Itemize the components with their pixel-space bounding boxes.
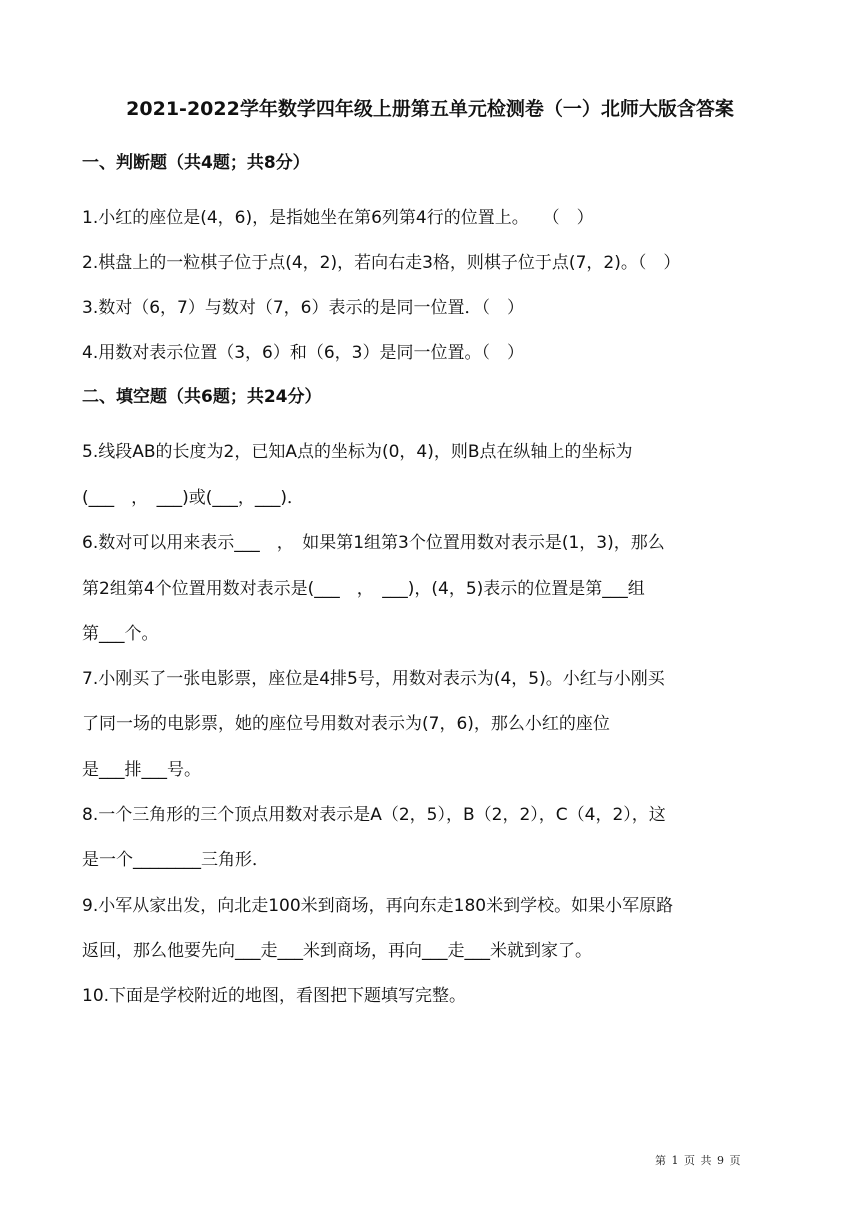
question-7-line-3: 是___排___号。 — [82, 760, 201, 780]
question-10: 10.下面是学校附近的地图，看图把下题填写完整。 — [82, 986, 467, 1006]
question-1: 1.小红的座位是(4，6)，是指她坐在第6列第4行的位置上。 （ ） — [82, 208, 594, 228]
section-heading-fill: 二、填空题（共6题；共24分） — [82, 387, 322, 407]
question-7-line-2: 了同一场的电影票，她的座位号用数对表示为(7，6)，那么小红的座位 — [82, 714, 610, 734]
question-6-line-3: 第___个。 — [82, 624, 159, 644]
page-footer: 第 1 页 共 9 页 — [655, 1154, 742, 1167]
question-7-line-1: 7.小刚买了一张电影票，座位是4排5号，用数对表示为(4，5)。小红与小刚买 — [82, 669, 665, 689]
question-6-line-2: 第2组第4个位置用数对表示是(___ ， ___)，(4，5)表示的位置是第___组 — [82, 579, 645, 599]
page-title: 2021-2022学年数学四年级上册第五单元检测卷（一）北师大版含答案 — [126, 98, 734, 120]
question-5-line-1: 5.线段AB的长度为2，已知A点的坐标为(0，4)，则B点在纵轴上的坐标为 — [82, 442, 633, 462]
question-6-line-1: 6.数对可以用来表示___ ， 如果第1组第3个位置用数对表示是(1，3)，那么 — [82, 533, 665, 553]
question-2: 2.棋盘上的一粒棋子位于点(4，2)，若向右走3格，则棋子位于点(7，2)。（ ） — [82, 253, 681, 273]
question-4: 4.用数对表示位置（3，6）和（6，3）是同一位置。（ ） — [82, 343, 524, 363]
question-8-line-1: 8.一个三角形的三个顶点用数对表示是A（2，5），B（2，2），C（4，2），这 — [82, 805, 666, 825]
question-9-line-2: 返回，那么他要先向___走___米到商场，再向___走___米就到家了。 — [82, 941, 592, 961]
question-8-line-2: 是一个________三角形． — [82, 850, 269, 870]
question-9-line-1: 9.小军从家出发，向北走100米到商场，再向东走180米到学校。如果小军原路 — [82, 896, 674, 916]
question-3: 3.数对（6，7）与数对（7，6）表示的是同一位置．（ ） — [82, 298, 524, 318]
question-5-line-2: (___ ， ___)或(___，___)． — [82, 488, 305, 508]
section-heading-judge: 一、判断题（共4题；共8分） — [82, 153, 310, 173]
